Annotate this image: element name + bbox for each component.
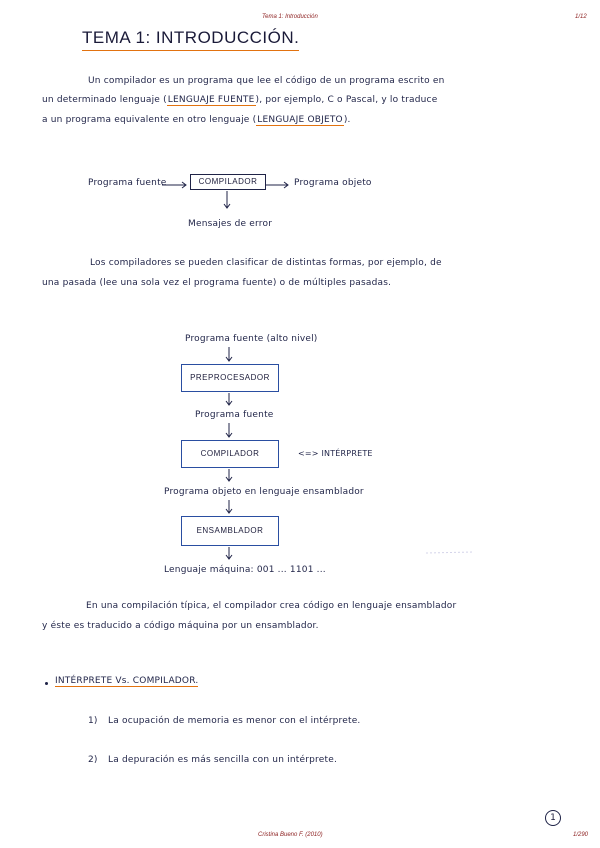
- assembler-box: ENSAMBLADOR: [181, 516, 279, 546]
- intro-line-1: Un compilador es un programa que lee el código de un programa escrito en: [88, 76, 445, 86]
- diagram2-top-label: Programa fuente (alto nivel): [185, 334, 318, 344]
- diagram1-arrow-down: [220, 190, 234, 212]
- diagram2-mid-2: Programa objeto en lenguaje ensamblador: [164, 487, 364, 497]
- diagram2-arrow-4: [222, 468, 236, 484]
- page-title: TEMA 1: INTRODUCCIÓN.: [82, 28, 299, 51]
- footer-author: Cristina Bueno F. (2010): [258, 832, 323, 838]
- interpreter-equivalence: <=> INTÉRPRETE: [298, 449, 373, 458]
- intro-line-3-end: ).: [343, 115, 351, 125]
- section-item-2-num: 2): [88, 755, 98, 765]
- diagram2-arrow-2: [222, 392, 236, 408]
- term-lenguaje-fuente: LENGUAJE FUENTE: [167, 95, 255, 105]
- diagram2-mid-1: Programa fuente: [195, 410, 274, 420]
- section-item-1-text: La ocupación de memoria es menor con el intérprete.: [108, 716, 361, 726]
- intro-line-2-end: ), por ejemplo, C o Pascal, y lo traduce: [255, 95, 438, 105]
- section-item-1-num: 1): [88, 716, 98, 726]
- diagram2-arrow-1: [222, 346, 236, 364]
- header-page-count: 1/12: [575, 14, 587, 20]
- diagram2-arrow-5: [222, 499, 236, 516]
- compiler-box: COMPILADOR: [181, 440, 279, 468]
- preprocessor-box: PREPROCESADOR: [181, 364, 279, 392]
- para2-line-2: una pasada (lee una sola vez el programa fuente) o de múltiples pasadas.: [42, 278, 392, 288]
- para3-line-2: y éste es traducido a código máquina por un ensamblador.: [42, 621, 319, 631]
- diagram1-errors: Mensajes de error: [188, 219, 273, 229]
- section-item-2-text: La depuración es más sencilla con un intérprete.: [108, 755, 338, 765]
- diagram1-output: Programa objeto: [294, 178, 372, 188]
- diagram1-arrow-out: [264, 178, 292, 192]
- para2-line-1: Los compiladores se pueden clasificar de distintas formas, por ejemplo, de: [90, 258, 442, 268]
- faint-scribble: [424, 548, 476, 556]
- diagram2-arrow-6: [222, 546, 236, 562]
- diagram1-input: Programa fuente: [88, 178, 167, 188]
- footer-page-count: 1/290: [573, 832, 589, 838]
- term-lenguaje-objeto: LENGUAJE OBJETO: [257, 115, 343, 125]
- intro-line-3-start: a un programa equivalente en otro lenguaje (: [42, 115, 257, 125]
- diagram1-arrow-in: [160, 178, 190, 192]
- diagram2-bottom: Lenguaje máquina: 001 ... 1101 ...: [164, 565, 326, 575]
- handwritten-page-number: 1: [545, 810, 561, 826]
- diagram2-arrow-3: [222, 422, 236, 440]
- intro-line-2-start: un determinado lenguaje (: [42, 95, 167, 105]
- section-bullet: [45, 682, 48, 685]
- section-heading: INTÉRPRETE Vs. COMPILADOR.: [55, 676, 199, 686]
- diagram1-compiler-box: COMPILADOR: [190, 174, 266, 190]
- intro-line-3: [42, 115, 351, 125]
- intro-line-2: [42, 95, 437, 105]
- header-title: Tema 1: Introducción: [262, 14, 318, 20]
- para3-line-1: En una compilación típica, el compilador crea código en lenguaje ensamblador: [86, 601, 457, 611]
